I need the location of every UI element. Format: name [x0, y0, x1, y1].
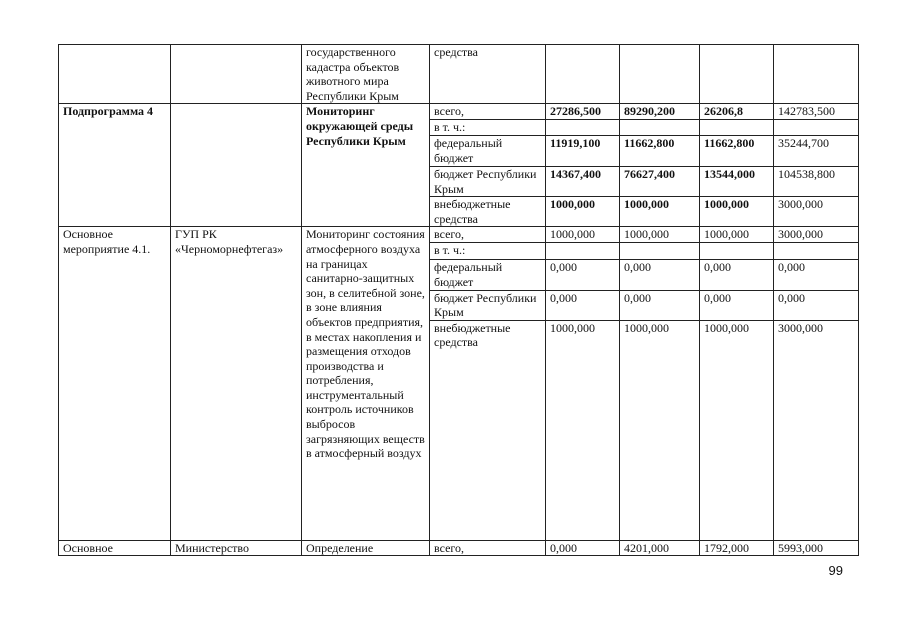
activity-name-cell: государственного кадастра объектов животного мира Республики Крым — [302, 45, 430, 104]
value-cell — [546, 45, 620, 104]
value-cell — [620, 120, 700, 136]
value-cell: 26206,8 — [700, 104, 774, 120]
executor-cell — [171, 104, 302, 227]
funding-source-cell: всего, — [430, 227, 546, 243]
value-cell: 0,000 — [700, 290, 774, 320]
value-cell: 0,000 — [546, 290, 620, 320]
value-cell: 1000,000 — [546, 320, 620, 540]
value-cell: 1000,000 — [700, 197, 774, 227]
value-cell: 14367,400 — [546, 166, 620, 196]
program-cell: Основное — [59, 540, 171, 556]
value-cell — [774, 45, 859, 104]
value-cell: 5993,000 — [774, 540, 859, 556]
funding-source-cell: федеральный бюджет — [430, 260, 546, 290]
value-cell — [700, 120, 774, 136]
value-cell — [774, 120, 859, 136]
value-cell — [620, 45, 700, 104]
value-cell: 89290,200 — [620, 104, 700, 120]
value-cell: 0,000 — [546, 540, 620, 556]
value-cell — [700, 45, 774, 104]
table-row — [59, 45, 859, 104]
funding-source-cell: внебюджетные средства — [430, 197, 546, 227]
page-number: 99 — [828, 563, 843, 578]
value-cell: 13544,000 — [700, 166, 774, 196]
value-cell — [620, 243, 700, 260]
program-cell — [59, 45, 171, 104]
value-cell: 1000,000 — [620, 197, 700, 227]
funding-source-cell: в т. ч.: — [430, 120, 546, 136]
value-cell: 0,000 — [774, 290, 859, 320]
value-cell: 0,000 — [620, 290, 700, 320]
value-cell — [546, 243, 620, 260]
value-cell: 11919,100 — [546, 135, 620, 166]
value-cell: 1000,000 — [700, 227, 774, 243]
value-cell — [700, 243, 774, 260]
executor-cell: ГУП РК «Черноморнефтегаз» — [171, 227, 302, 540]
table-row — [59, 227, 859, 243]
value-cell — [774, 243, 859, 260]
value-cell: 11662,800 — [700, 135, 774, 166]
funding-source-cell: бюджет Республики Крым — [430, 166, 546, 196]
value-cell: 76627,400 — [620, 166, 700, 196]
value-cell: 1000,000 — [546, 227, 620, 243]
value-cell: 27286,500 — [546, 104, 620, 120]
value-cell: 11662,800 — [620, 135, 700, 166]
activity-name-cell: Определение — [302, 540, 430, 556]
value-cell — [546, 120, 620, 136]
funding-source-cell: всего, — [430, 540, 546, 556]
value-cell: 104538,800 — [774, 166, 859, 196]
value-cell: 3000,000 — [774, 197, 859, 227]
value-cell: 142783,500 — [774, 104, 859, 120]
table-row — [59, 540, 859, 556]
value-cell: 1000,000 — [546, 197, 620, 227]
value-cell: 3000,000 — [774, 320, 859, 540]
executor-cell: Министерство — [171, 540, 302, 556]
executor-cell — [171, 45, 302, 104]
value-cell: 0,000 — [620, 260, 700, 290]
value-cell: 4201,000 — [620, 540, 700, 556]
funding-source-cell: всего, — [430, 104, 546, 120]
value-cell: 35244,700 — [774, 135, 859, 166]
funding-source-cell: федеральный бюджет — [430, 135, 546, 166]
value-cell: 1792,000 — [700, 540, 774, 556]
activity-label: Основное мероприятие 4.1. — [59, 227, 171, 540]
activity-name-cell: Мониторинг состояния атмосферного воздуха на границах санитарно-защитных зон, в селитебной зоне, в зоне влияния объектов предприятия, в местах накопления и размещения отходов производства и потребления, инструментальный контроль источников выбросов загрязняющих веществ в атмосферный воздух — [302, 227, 430, 540]
funding-source-cell: бюджет Республики Крым — [430, 290, 546, 320]
value-cell: 0,000 — [700, 260, 774, 290]
value-cell: 3000,000 — [774, 227, 859, 243]
funding-source-cell: в т. ч.: — [430, 243, 546, 260]
subprogram-label: Подпрограмма 4 — [59, 104, 171, 227]
funding-source-cell: средства — [430, 45, 546, 104]
value-cell: 1000,000 — [620, 320, 700, 540]
subprogram-name: Мониторинг окружающей среды Республики Крым — [302, 104, 430, 227]
table-row — [59, 104, 859, 120]
value-cell: 1000,000 — [620, 227, 700, 243]
budget-table — [58, 44, 859, 556]
value-cell: 0,000 — [774, 260, 859, 290]
value-cell: 1000,000 — [700, 320, 774, 540]
value-cell: 0,000 — [546, 260, 620, 290]
funding-source-cell: внебюджетные средства — [430, 320, 546, 540]
